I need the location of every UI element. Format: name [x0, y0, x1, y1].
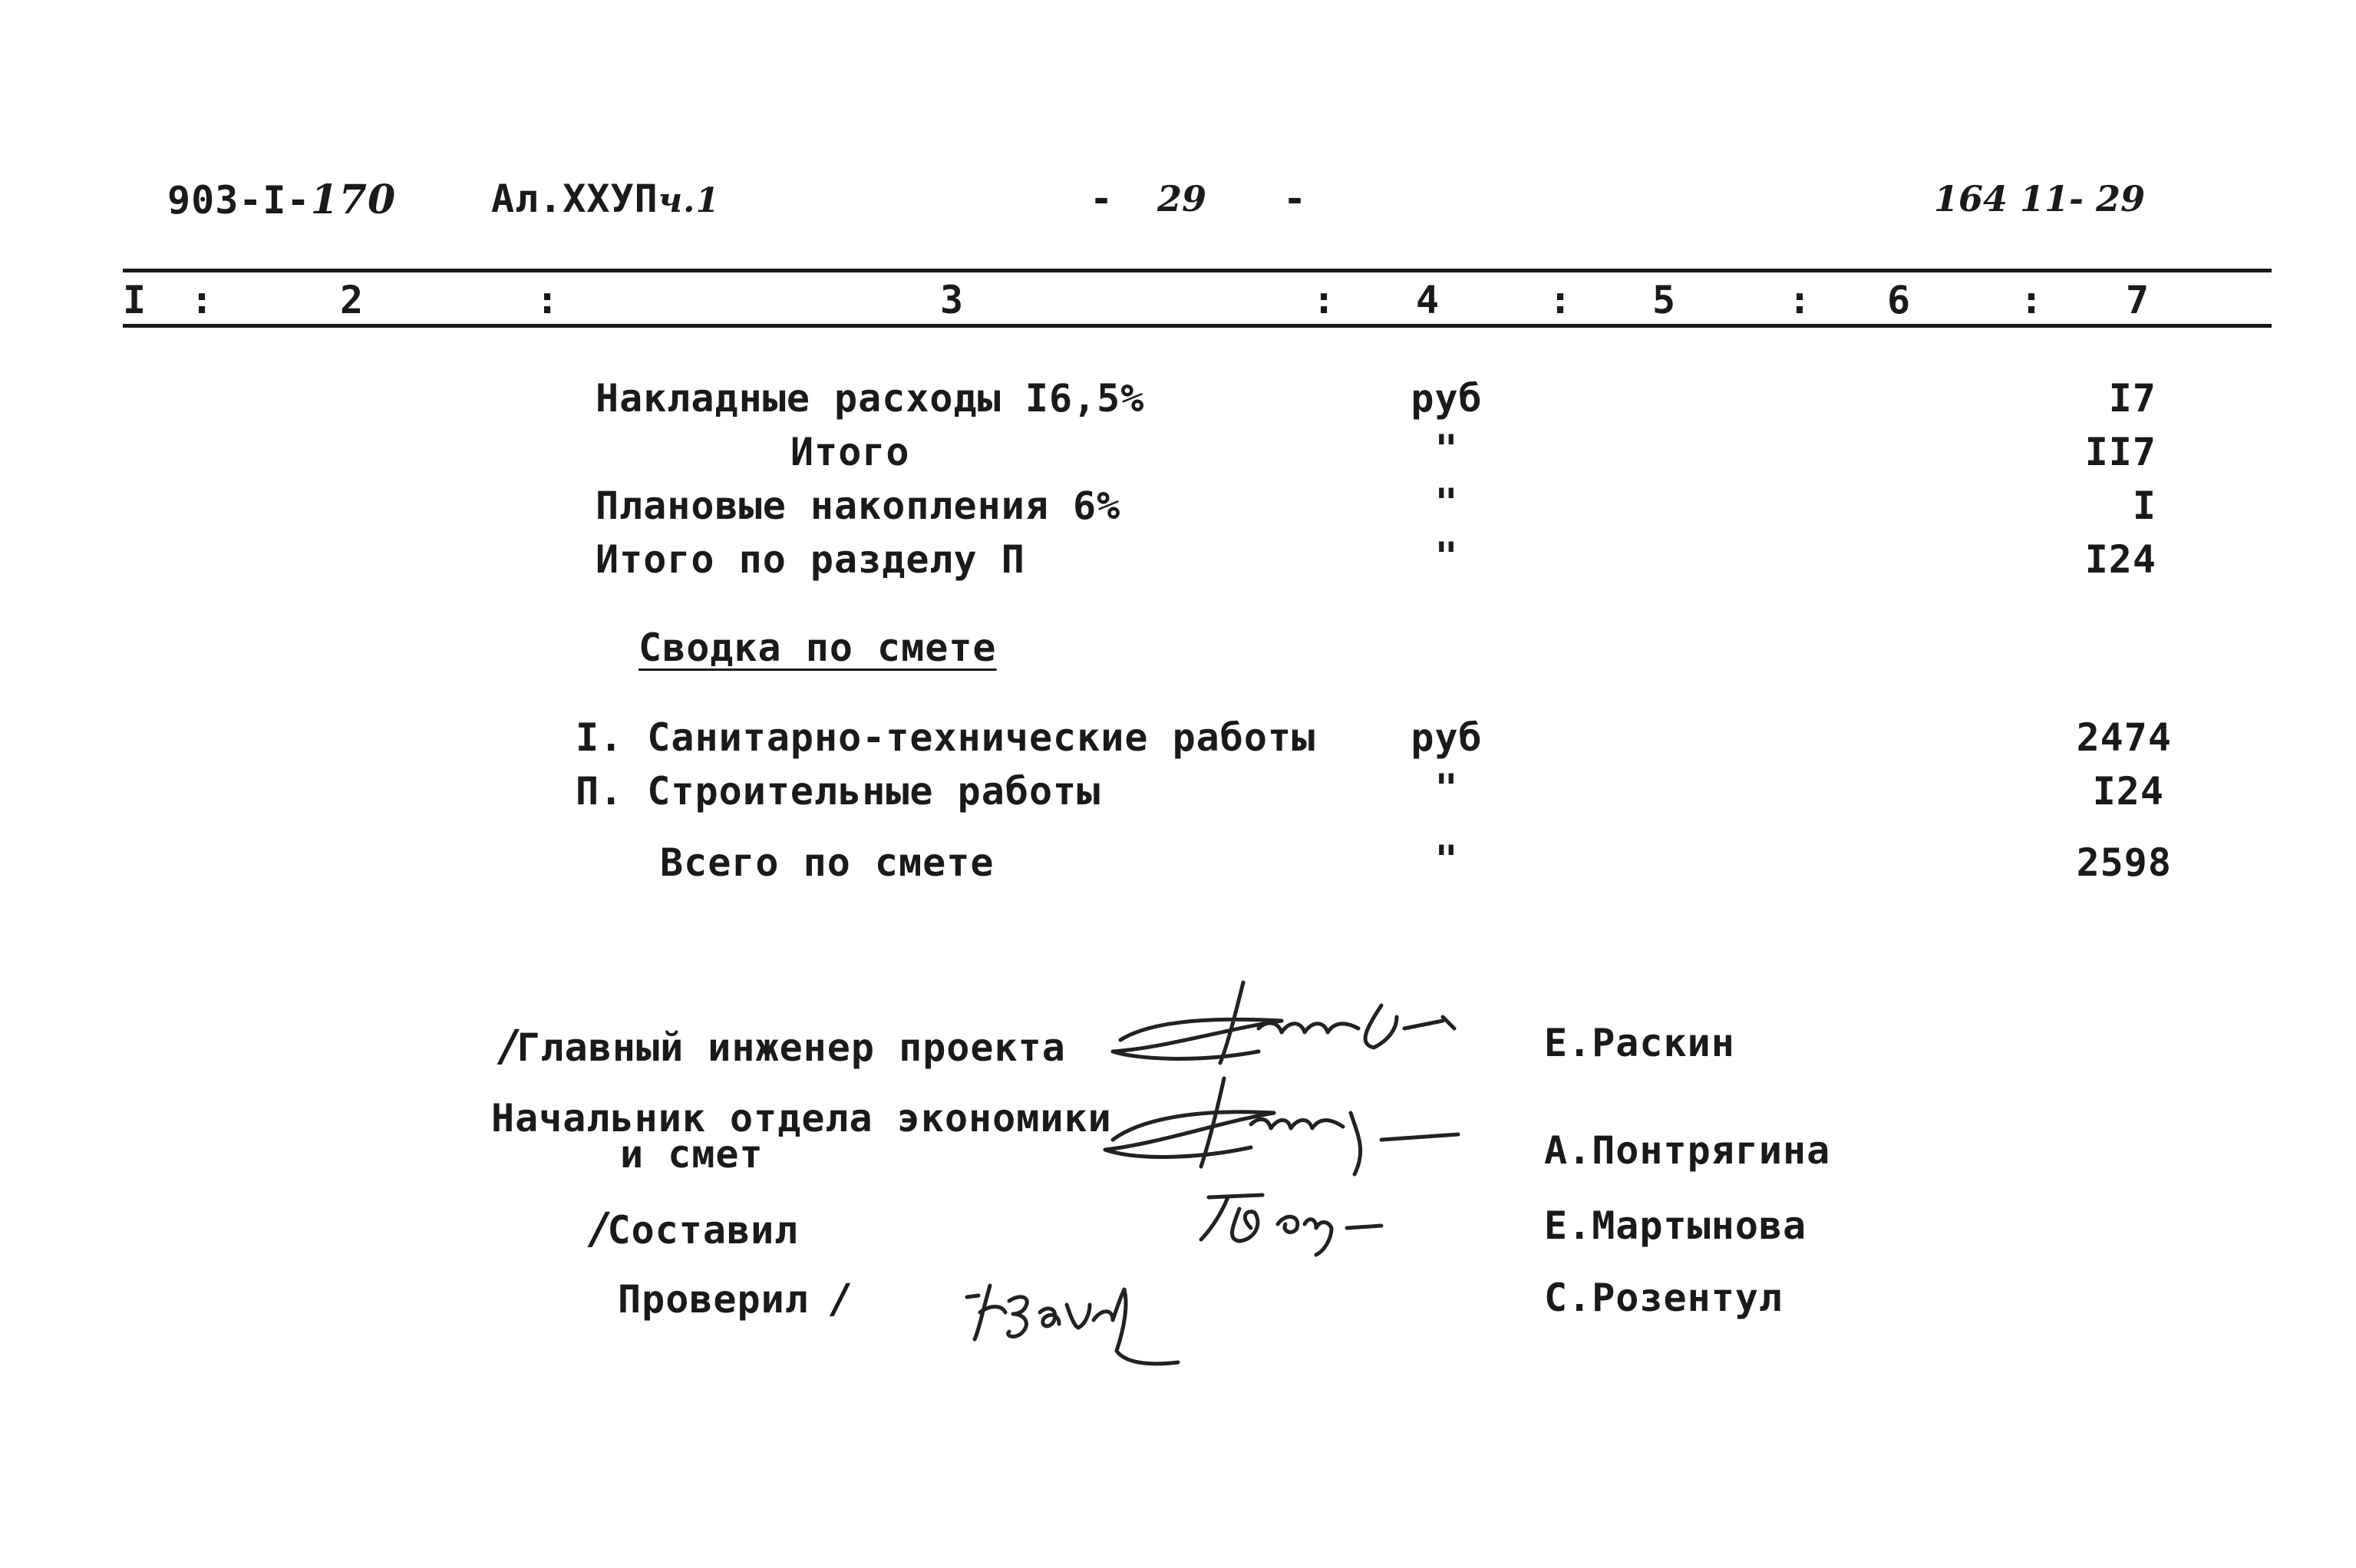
row-label: Итого — [790, 430, 910, 474]
summary-row-unit: " — [1434, 766, 1459, 810]
summary-row-label: П. Строительные работы — [576, 769, 1101, 814]
page-dash-right: - — [1283, 177, 1308, 221]
signer-role — [500, 1021, 1066, 1071]
album-reference — [491, 177, 720, 221]
column-separator: : — [1312, 278, 1336, 322]
row-unit: руб — [1411, 376, 1483, 421]
document-code — [167, 177, 396, 223]
signer-role-text: Проверил — [618, 1277, 809, 1322]
document-code-handwritten: 170 — [310, 177, 397, 223]
summary-row-value: 2474 — [2076, 715, 2172, 760]
album-reference-handwritten: ч.1 — [658, 181, 721, 220]
summary-heading: Сводка по смете — [638, 626, 997, 670]
column-number-7: 7 — [2125, 278, 2150, 322]
signer-name: С.Розентул — [1544, 1276, 1783, 1320]
summary-row-value: I24 — [2092, 769, 2164, 814]
column-number-4: 4 — [1415, 278, 1440, 322]
column-number-3: 3 — [939, 278, 964, 322]
column-number-2: 2 — [339, 278, 364, 322]
page-number: 29 — [1157, 178, 1207, 220]
document-code-print: 903-I- — [167, 178, 311, 223]
row-value: I — [2132, 484, 2156, 528]
column-number-1: I — [122, 278, 147, 322]
signature-proveril — [963, 1266, 1193, 1381]
signer-name: Е.Мартынова — [1544, 1203, 1807, 1248]
signature-nachalnik-otdela — [1090, 1067, 1473, 1182]
handwritten-slash: / — [591, 1203, 608, 1254]
row-value: II7 — [2084, 430, 2156, 474]
row-label: Накладные расходы I6,5% — [596, 376, 1145, 421]
row-unit: " — [1434, 480, 1459, 525]
summary-row-label: I. Санитарно-технические работы — [576, 715, 1316, 760]
signer-role-text: Главный инженер проекта — [516, 1025, 1066, 1070]
row-unit: " — [1434, 427, 1459, 471]
total-label: Всего по смете — [660, 840, 995, 885]
row-label: Итого по разделу П — [596, 537, 1025, 582]
signer-role-text: Составил — [607, 1208, 799, 1253]
signature-glavny-inzhener — [1105, 975, 1473, 1074]
header-top-rule — [123, 269, 2272, 272]
column-separator: : — [1549, 278, 1572, 322]
signature-stroke — [1113, 982, 1454, 1063]
signer-role — [618, 1276, 848, 1322]
signer-name: Е.Раскин — [1544, 1021, 1735, 1065]
handwritten-slash: / — [832, 1276, 848, 1322]
column-separator: : — [190, 278, 214, 322]
right-reference: 164 11- 29 — [1934, 178, 2146, 220]
signature-stroke — [1201, 1195, 1381, 1255]
signature-stroke — [967, 1286, 1178, 1364]
handwritten-slash: / — [500, 1021, 517, 1071]
signer-role — [591, 1203, 798, 1254]
column-separator: : — [536, 278, 559, 322]
signature-stroke — [1105, 1078, 1458, 1174]
row-unit: " — [1434, 534, 1459, 579]
signer-role-line1: Начальник отдела экономики — [491, 1096, 1112, 1141]
row-value: I7 — [2108, 376, 2156, 421]
album-reference-print: Ал.XXУП — [491, 177, 658, 221]
page-dash-left: - — [1090, 177, 1114, 221]
column-separator: : — [2020, 278, 2044, 322]
signer-name: А.Понтрягина — [1544, 1128, 1831, 1173]
column-number-6: 6 — [1886, 278, 1911, 322]
total-unit: " — [1434, 837, 1459, 882]
signer-role-line2: и смет — [620, 1132, 764, 1177]
column-number-5: 5 — [1652, 278, 1676, 322]
row-label: Плановые накопления 6% — [596, 484, 1121, 528]
row-value: I24 — [2084, 537, 2156, 582]
header-bottom-rule — [123, 324, 2272, 328]
summary-row-unit: руб — [1411, 715, 1483, 760]
signature-sostavil — [1193, 1186, 1393, 1263]
column-separator: : — [1788, 278, 1812, 322]
total-value: 2598 — [2076, 840, 2172, 885]
